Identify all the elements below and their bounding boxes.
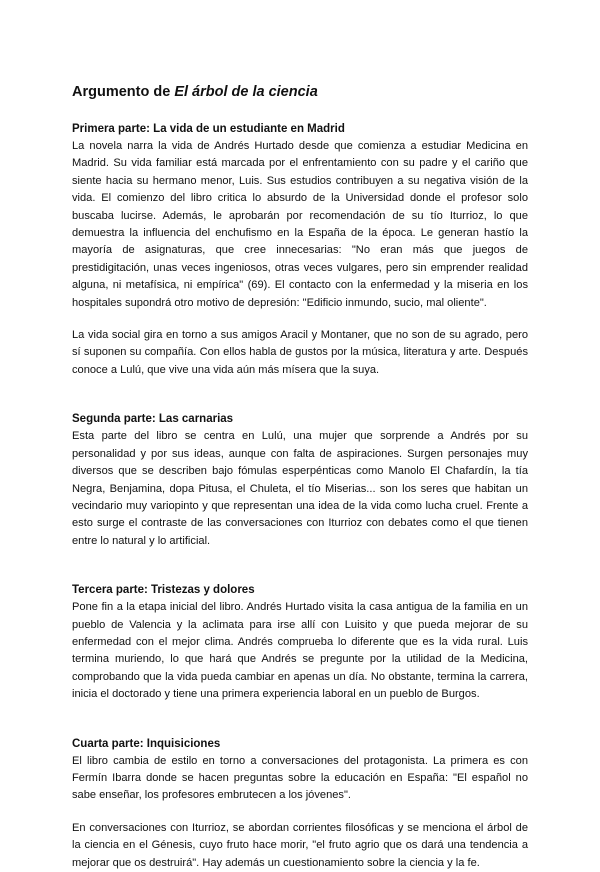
paragraph: Pone fin a la etapa inicial del libro. Andrés Hurtado visita la casa antigua de la familia en un pueblo de Valencia y la aclimata para irse allí con Luisito y que pueda mejorar de su enfermedad con el mejor clima. Andrés comprueba lo diferente que es la vida rural. Luis termina muriendo, lo que hará que Andrés se pregunte por la utilidad de la Medicina, comprobando que la vida pueda cambiar en apenas un día. No obstante, termina la carrera, inicia el doctorado y tiene una primera experiencia laboral en un pueblo de Burgos. — [72, 601, 528, 701]
section-heading: Primera parte: La vida de un estudiante en Madrid — [72, 123, 345, 135]
paragraph: La novela narra la vida de Andrés Hurtado desde que comienza a estudiar Medicina en Madrid. Su vida familiar está marcada por el enfrentamiento con su padre y el cariño que siente hacia su hermano menor, Luis. Sus estudios contribuyen a su negativa visión de la vida. El comienzo del libro critica lo absurdo de la Universidad donde el profesor solo buscaba lucirse. Además, le aprobarán por recomendación de su tío Iturrioz, lo que demuestra la influencia del enchufismo en la España de la época. Le generan hastío la mayoría de asignaturas, que cree innecesarias: "No eran más que juegos de prestidigitación, unas veces ingeniosos, otras veces vulgares, pero sin emprender realidad alguna, ni metafísica, ni empírica" (69). El contacto con la enfermedad y la miseria en los hospitales supondrá otro motivo de depresión: "Edificio inmundo, sucio, mal oliente". — [72, 140, 528, 309]
section-tercera-parte — [72, 581, 528, 703]
section-segunda-parte — [72, 410, 528, 550]
section-primera-parte — [72, 120, 528, 379]
section-heading: Tercera parte: Tristezas y dolores — [72, 584, 255, 597]
document-title — [72, 82, 528, 102]
paragraph: La vida social gira en torno a sus amigos Aracil y Montaner, que no son de su agrado, pero sí suponen su compañía. Con ellos habla de gustos por la música, literatura y arte. Después conoce a Lulú, que vive una vida aún más mísera que la suya. — [72, 329, 528, 376]
section-heading: Cuarta parte: Inquisiciones — [72, 737, 221, 750]
title-book-name: El árbol de la ciencia — [174, 84, 318, 100]
document-page — [72, 82, 528, 872]
section-heading: Segunda parte: Las carnarias — [72, 413, 234, 426]
title-prefix: Argumento de — [72, 84, 175, 100]
paragraph: El libro cambia de estilo en torno a conversaciones del protagonista. La primera es con Fermín Ibarra donde se hacen preguntas sobre la educación en España: "El español no sabe enseñar, los profesores embrutecen a los jóvenes". — [72, 754, 528, 802]
section-cuarta-parte — [72, 735, 528, 872]
paragraph: En conversaciones con Iturrioz, se abordan corrientes filosóficas y se menciona el árbol de la ciencia en el Génesis, cuyo fruto hace morir, "el fruto agrio que os dará una tendencia a mejorar que os destruirá". Hay además un cuestionamiento sobre la ciencia y la fe. — [72, 821, 528, 869]
paragraph: Esta parte del libro se centra en Lulú, una mujer que sorprende a Andrés por su personalidad y por sus ideas, aunque con falta de aspiraciones. Surgen personajes muy diversos que se describen bajo fómulas esperpénticas como Manolo El Chafardín, la tía Negra, Benjamina, dopa Pitusa, el Chuleta, el tío Miserias... son los seres que habitan un vecindario muy variopinto y que representan una idea de la vida como lucha cruel. Frente a esto surge el contraste de las conversaciones con Iturrioz con debates como el que tienen entre lo natural y lo artificial. — [72, 430, 528, 547]
